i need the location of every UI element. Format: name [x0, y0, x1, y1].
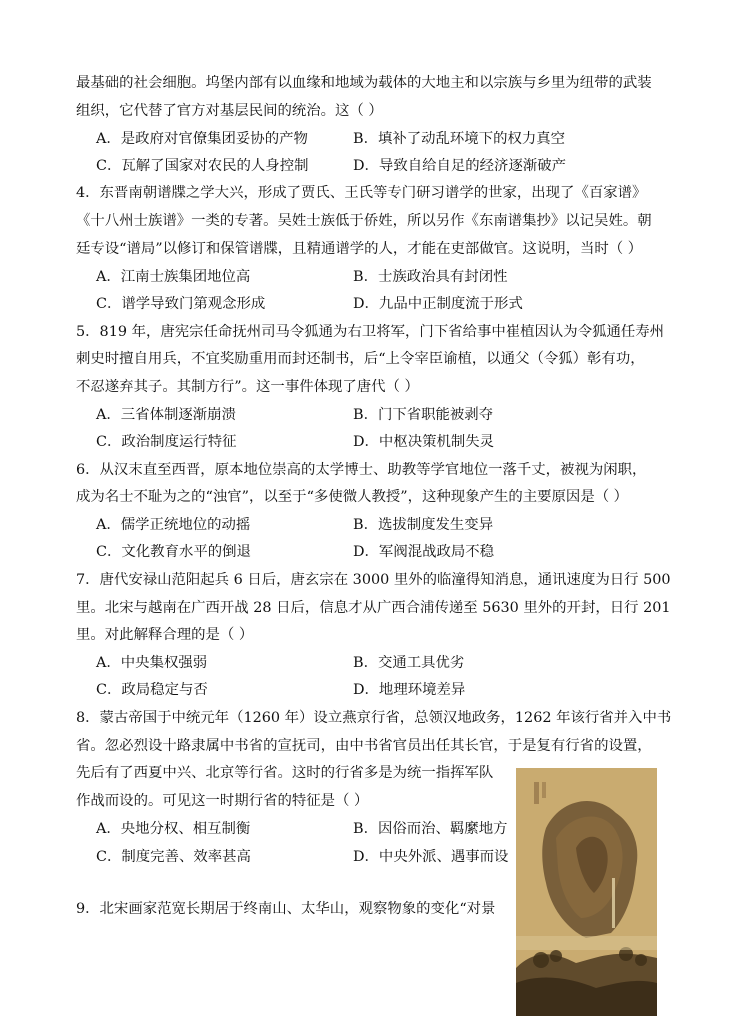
text-line: 廷专设“谱局”以修订和保管谱牒，且精通谱学的人，才能在吏部做官。这说明，当时（ ）: [76, 241, 643, 257]
option-c: C．瓦解了国家对农民的人身控制: [96, 158, 309, 174]
option-a: A．是政府对官僚集团妥协的产物: [96, 131, 308, 147]
option-b: B．因俗而治、羁縻地方: [353, 821, 508, 837]
question-8: 8．蒙古帝国于中统元年（1260 年）设立燕京行省，总领汉地政务，1262 年该行省并入中书: [76, 710, 672, 726]
text-line: 刺史时擅自用兵，不宜奖励重用而封还制书，后“上令宰臣谕植，以通父（令狐）彰有功，: [76, 351, 645, 367]
question-4: 4．东晋南朝谱牒之学大兴，形成了贾氏、王氏等专门研习谱学的世家，出现了《百家谱》: [76, 185, 647, 201]
option-b: B．士族政治具有封闭性: [353, 269, 508, 285]
option-a: A．三省体制逐渐崩溃: [96, 407, 236, 423]
option-d: D．中央外派、遇事而设: [353, 849, 509, 865]
option-c: C．政治制度运行特征: [96, 434, 237, 450]
text-line: 成为名士不耻为之的“浊官”，以至于“多使微人教授”，这种现象产生的主要原因是（ ）: [76, 489, 629, 505]
option-c: C．政局稳定与否: [96, 682, 208, 698]
option-a: A．儒学正统地位的动摇: [96, 517, 251, 533]
option-b: B．填补了动乱环境下的权力真空: [353, 131, 566, 147]
option-a: A．江南士族集团地位高: [96, 269, 251, 285]
question-6: 6．从汉末直至西晋，原本地位崇高的太学博士、助教等学官地位一落千丈，被视为闲职，: [76, 462, 647, 478]
option-c: C．文化教育水平的倒退: [96, 544, 251, 560]
text-line: 省。忽必烈设十路隶属中书省的宣抚司，由中书省官员出任其长官，于是复有行省的设置，: [76, 738, 652, 754]
option-b: B．选拔制度发生变异: [353, 517, 494, 533]
option-d: D．军阀混战政局不稳: [353, 544, 495, 560]
option-a: A．央地分权、相互制衡: [96, 821, 251, 837]
text-line: 先后有了西夏中兴、北京等行省。这时的行省多是为统一指挥军队: [76, 765, 494, 781]
text-line: 《十八州士族谱》一类的专著。吴姓士族低于侨姓，所以另作《东南谱集抄》以记吴姓。朝: [76, 213, 652, 229]
option-c: C．谱学导致门第观念形成: [96, 296, 266, 312]
option-d: D．地理环境差异: [353, 682, 466, 698]
question-7: 7．唐代安禄山范阳起兵 6 日后，唐玄宗在 3000 里外的临潼得知消息，通讯速度为日行 500: [76, 572, 671, 588]
text-line: 里。北宋与越南在广西开战 28 日后，信息才从广西合浦传递至 5630 里外的开封，日行 201: [76, 600, 671, 616]
question-9: 9．北宋画家范宽长期居于终南山、太华山，观察物象的变化“对景: [76, 901, 496, 917]
option-d: D．九品中正制度流于形式: [353, 296, 523, 312]
text-line: 不忍遂弃其子。其制方行”。这一事件体现了唐代（ ）: [76, 379, 419, 395]
option-b: B．门下省职能被剥夺: [353, 407, 494, 423]
text-line: 组织，它代替了官方对基层民间的统治。这（ ）: [76, 103, 383, 119]
option-d: D．中枢决策机制失灵: [353, 434, 495, 450]
text-line: 里。对此解释合理的是（ ）: [76, 627, 254, 643]
option-a: A．中央集权强弱: [96, 655, 208, 671]
option-b: B．交通工具优劣: [353, 655, 465, 671]
text-line: 作战而设的。可见这一时期行省的特征是（ ）: [76, 793, 369, 809]
text-line: 最基础的社会细胞。坞堡内部有以血缘和地域为载体的大地主和以宗族与乡里为纽带的武装: [76, 75, 652, 91]
option-c: C．制度完善、效率甚高: [96, 849, 251, 865]
option-d: D．导致自给自足的经济逐渐破产: [353, 158, 567, 174]
landscape-painting-image: [516, 768, 657, 1016]
question-5: 5．819 年，唐宪宗任命抚州司马令狐通为右卫将军，门下省给事中崔植因认为令狐通任寿州: [76, 324, 665, 340]
